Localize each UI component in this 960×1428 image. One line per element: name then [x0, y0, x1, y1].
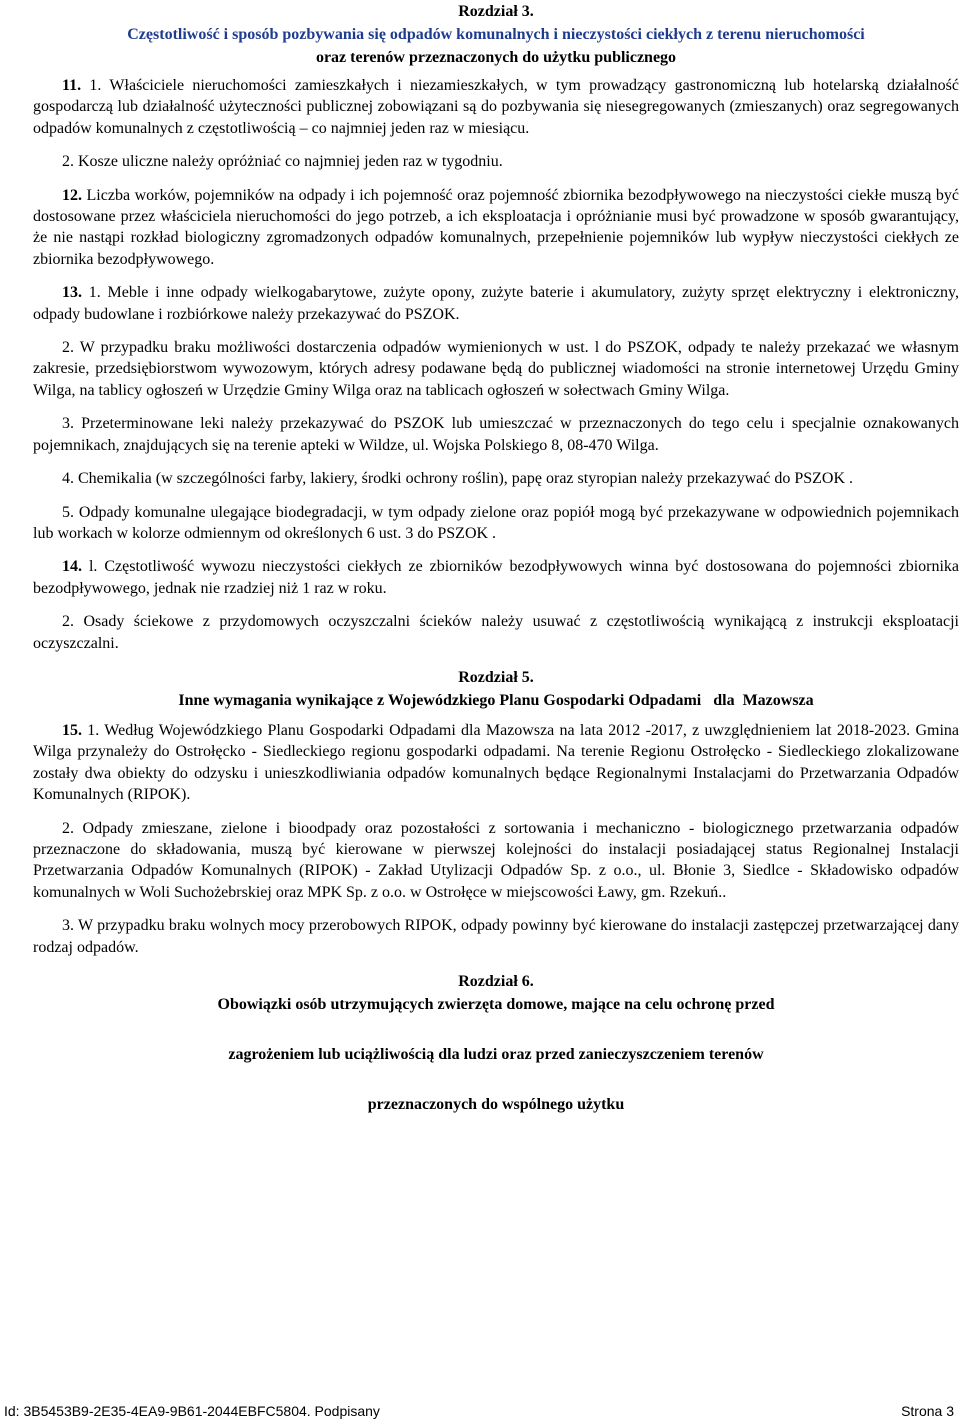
section-13-paragraph-4: 4. Chemikalia (w szczególności farby, lakiery, środki ochrony roślin), papę oraz styropian należy przekazywać do PSZOK .: [62, 470, 853, 488]
section-11-paragraph-1: [33, 75, 959, 139]
chapter-6-heading-line3: przeznaczonych do wspólnego użytku: [367, 1096, 625, 1113]
document-body: [33, 0, 959, 1116]
section-13-paragraph-2: 2. W przypadku braku możliwości dostarczenia odpadów wymienionych w ust. l do PSZOK, odpady te należy przekazać we własnym zakresie, przedsiębiorstwom wywozowym, których adresy podawane będą do publicznej wiadomości na stronie internetowej Urzędu Gminy Wilga, na tablicy ogłoszeń w Urzędzie Gminy Wilga oraz na tablicach ogłoszeń w sołectwach Gminy Wilga.: [33, 339, 959, 399]
section-15-paragraph-1: [33, 720, 959, 806]
section-13-number: 13.: [62, 284, 82, 302]
section-11-text-1: 1. Właściciele nieruchomości zamieszkałych i niezamieszkałych, w tym prowadzący gastronomiczną lub hotelarską działalność gospodarczą lub działalność użyteczności publicznej zobowiązani są do pozbywania się niesegregowanych (zmieszanych) oraz segregowanych odpadów komunalnych z częstotliwością – co najmniej jeden raz w miesiącu.: [33, 77, 959, 137]
section-15-number: 15.: [62, 721, 82, 739]
chapter-6-heading-line1: Obowiązki osób utrzymujących zwierzęta domowe, mające na celu ochronę przed: [217, 996, 775, 1013]
section-14-number: 14.: [62, 558, 82, 576]
chapter-6-heading-line2: zagrożeniem lub uciążliwością dla ludzi oraz przed zanieczyszczeniem terenów: [228, 1046, 764, 1063]
section-14-paragraph-2: 2. Osady ściekowe z przydomowych oczyszczalni ścieków należy usuwać z częstotliwością wynikającą z instrukcji eksploatacji oczyszczalni.: [33, 613, 959, 652]
section-13-paragraph-3: 3. Przeterminowane leki należy przekazywać do PSZOK lub umieszczać w przeznaczonych do tego celu i specjalnie oznakowanych pojemnikach, znajdujących się na terenie apteki w Wildze, ul. Wojska Polskiego 8, 08-470 Wilga.: [33, 415, 959, 454]
section-11-number: 11.: [62, 77, 82, 94]
section-12-paragraph-1: [33, 185, 959, 271]
chapter-6-title: Rozdział 6.: [458, 973, 534, 990]
section-12-number: 12.: [62, 186, 82, 204]
section-12-text-1: Liczba worków, pojemników na odpady i ich pojemność oraz pojemność zbiornika bezodpływowego na nieczystości ciekłe muszą być dostosowane przez właściciela nieruchomości do jego potrzeb, a ich eksploatacja i opróżnianie musi być prowadzone w sposób gwarantujący, że nie nastąpi rozkład biologiczny zgromadzonych odpadów komunalnych, przepełnienie pojemników lub wypływ nieczystości ciekłych ze zbiornika bezodpływowego.: [33, 186, 960, 268]
chapter-3-title: Rozdział 3.: [458, 3, 534, 20]
section-15-text-1: 1. Według Wojewódzkiego Planu Gospodarki Odpadami dla Mazowsza na lata 2012 -2017, z uwzględnieniem lat 2018-2023. Gmina Wilga przynależy do Ostrołęcko - Siedleckiego regionu gospodarki odpadami. Na terenie Regionu Ostrołęcko - Siedleckiego zlokalizowane zostały dwa obiekty do odzysku i unieszkodliwiania odpadów komunalnych będące Regionalnymi Instalacjami do Przetwarzania Odpadów Komunalnych (RIPOK).: [33, 721, 959, 804]
section-11-paragraph-2: 2. Kosze uliczne należy opróżniać co najmniej jeden raz w tygodniu.: [62, 153, 503, 171]
section-15-paragraph-3: 3. W przypadku braku wolnych mocy przerobowych RIPOK, odpady powinny być kierowane do instalacji zastępczej przetwarzającej dany rodzaj odpadów.: [33, 917, 959, 956]
page-footer: [4, 1403, 954, 1419]
section-14-text-1: l. Częstotliwość wywozu nieczystości ciekłych ze zbiorników bezodpływowych winna być dostosowana do pojemności zbiornika bezodpływowego, jednak nie rzadziej niż 1 raz w roku.: [33, 558, 960, 597]
section-13-text-1: 1. Meble i inne odpady wielkogabarytowe, zużyte opony, zużyte baterie i akumulatory, zużyty sprzęt elektryczny i elektroniczny, odpady budowlane i rozbiórkowe należy przekazywać do PSZOK.: [33, 284, 960, 323]
chapter-5-subtitle: Inne wymagania wynikające z Wojewódzkiego Planu Gospodarki Odpadami dla Mazowsza: [178, 691, 814, 709]
document-id-signature: Id: 3B5453B9-2E35-4EA9-9B61-2044EBFC5804. Podpisany: [4, 1403, 380, 1419]
section-13-paragraph-1: [33, 282, 959, 325]
section-14-paragraph-1: [33, 556, 959, 599]
chapter-5-title: Rozdział 5.: [458, 668, 534, 686]
section-15-paragraph-2: 2. Odpady zmieszane, zielone i bioodpady oraz pozostałości z sortowania i mechaniczno - biologicznego przetwarzania odpadów przeznaczone do składowania, muszą być kierowane w pierwszej kolejności do instalacji posiadającej status Regionalnej Instalacji Przetwarzania Odpadów Komunalnych (RIPOK) - Zakład Utylizacji Odpadów Sp. z o.o., ul. Błonie 3, Siedlce - Składowisko odpadów komunalnych w Woli Suchożebrskiej oraz MPK Sp. z o.o. w Ostrołęce w miejscowości Ławy, gm. Rzekuń..: [33, 819, 959, 901]
section-13-paragraph-5: 5. Odpady komunalne ulegające biodegradacji, w tym odpady zielone oraz popiół mogą być przekazywane w odpowiednich pojemnikach lub workach w kolorze odmiennym od określonych 6 ust. 3 do PSZOK .: [33, 503, 959, 542]
page-number: Strona 3: [901, 1403, 954, 1419]
chapter-3-subtitle-line1: Częstotliwość i sposób pozbywania się odpadów komunalnych i nieczystości ciekłych z terenu nieruchomości: [127, 26, 865, 43]
chapter-3-subtitle-line2: oraz terenów przeznaczonych do użytku publicznego: [315, 49, 677, 66]
